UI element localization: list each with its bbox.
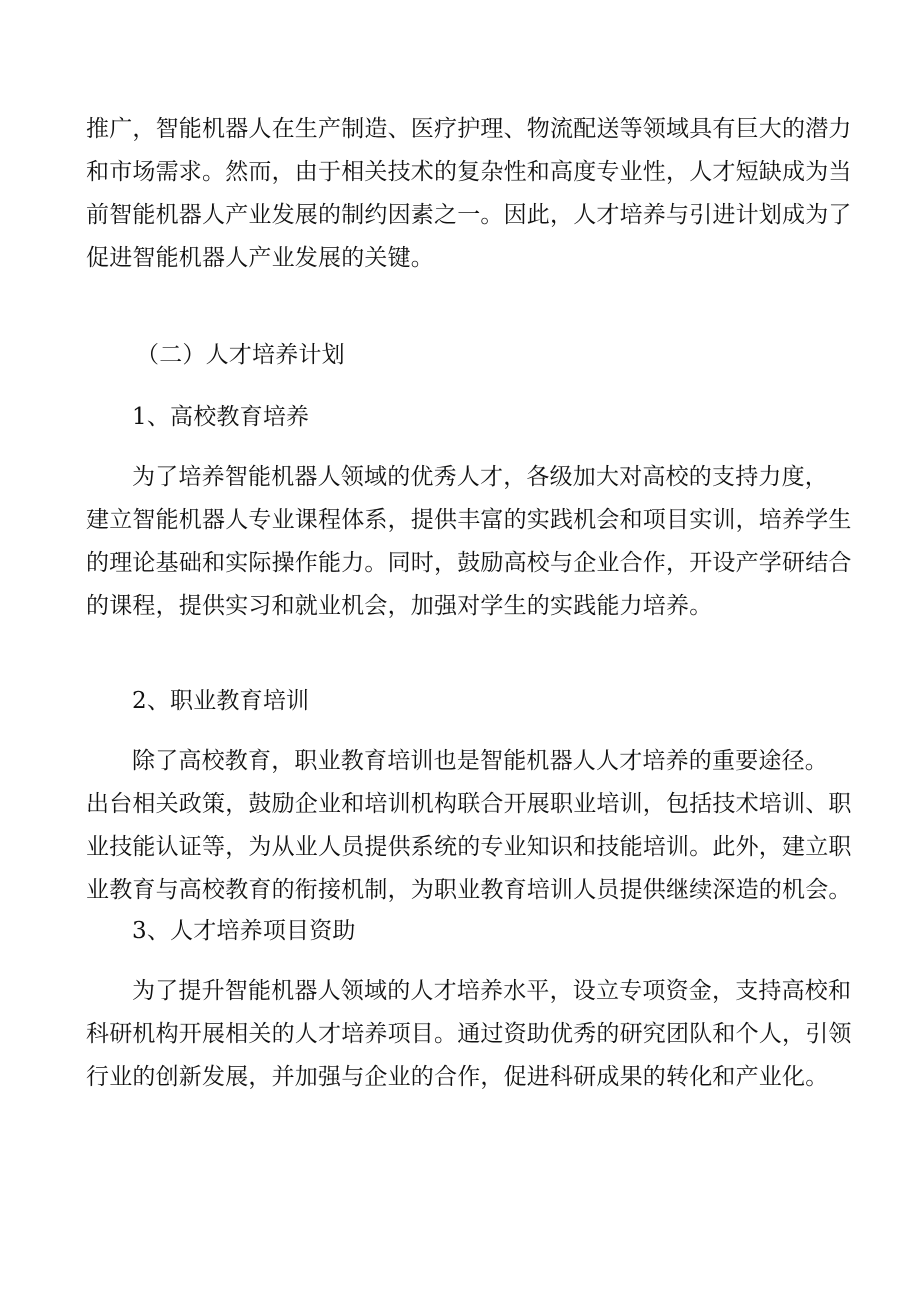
paragraph-vocational-training [86, 740, 852, 912]
paragraph-intro [86, 108, 852, 280]
subsection-heading-project-funding: 3、人才培养项目资助 [132, 918, 356, 944]
text-line: 推广，智能机器人在生产制造、医疗护理、物流配送等领域具有巨大的潜力 [86, 116, 852, 142]
text-line: 科研机构开展相关的人才培养项目。通过资助优秀的研究团队和个人，引领 [86, 1021, 852, 1047]
text-line: 和市场需求。然而，由于相关技术的复杂性和高度专业性，人才短缺成为当 [86, 159, 852, 185]
text-line: 行业的创新发展，并加强与企业的合作，促进科研成果的转化和产业化。 [86, 1064, 829, 1090]
text-line: 为了提升智能机器人领域的人才培养水平，设立专项资金，支持高校和 [132, 978, 852, 1004]
text-line: 业技能认证等，为从业人员提供系统的专业知识和技能培训。此外，建立职 [86, 834, 852, 860]
paragraph-university-education [86, 456, 852, 628]
text-line: 为了培养智能机器人领域的优秀人才，各级加大对高校的支持力度， [132, 464, 828, 490]
subsection-heading-vocational-training: 2、职业教育培训 [132, 688, 310, 714]
text-line: 出台相关政策，鼓励企业和培训机构联合开展职业培训，包括技术培训、职 [86, 791, 852, 817]
subsection-heading-university-education: 1、高校教育培养 [132, 404, 310, 430]
text-line: 的理论基础和实际操作能力。同时，鼓励高校与企业合作，开设产学研结合 [86, 550, 852, 576]
section-heading-talent-training: （二）人才培养计划 [136, 342, 345, 368]
text-line: 业教育与高校教育的衔接机制，为职业教育培训人员提供继续深造的机会。 [86, 877, 852, 903]
paragraph-project-funding [86, 970, 852, 1099]
text-line: 促进智能机器人产业发展的关键。 [86, 245, 434, 271]
text-line: 建立智能机器人专业课程体系，提供丰富的实践机会和项目实训，培养学生 [86, 507, 852, 533]
text-line: 除了高校教育，职业教育培训也是智能机器人人才培养的重要途径。 [132, 748, 828, 774]
text-line: 的课程，提供实习和就业机会，加强对学生的实践能力培养。 [86, 593, 713, 619]
text-line: 前智能机器人产业发展的制约因素之一。因此，人才培养与引进计划成为了 [86, 202, 852, 228]
